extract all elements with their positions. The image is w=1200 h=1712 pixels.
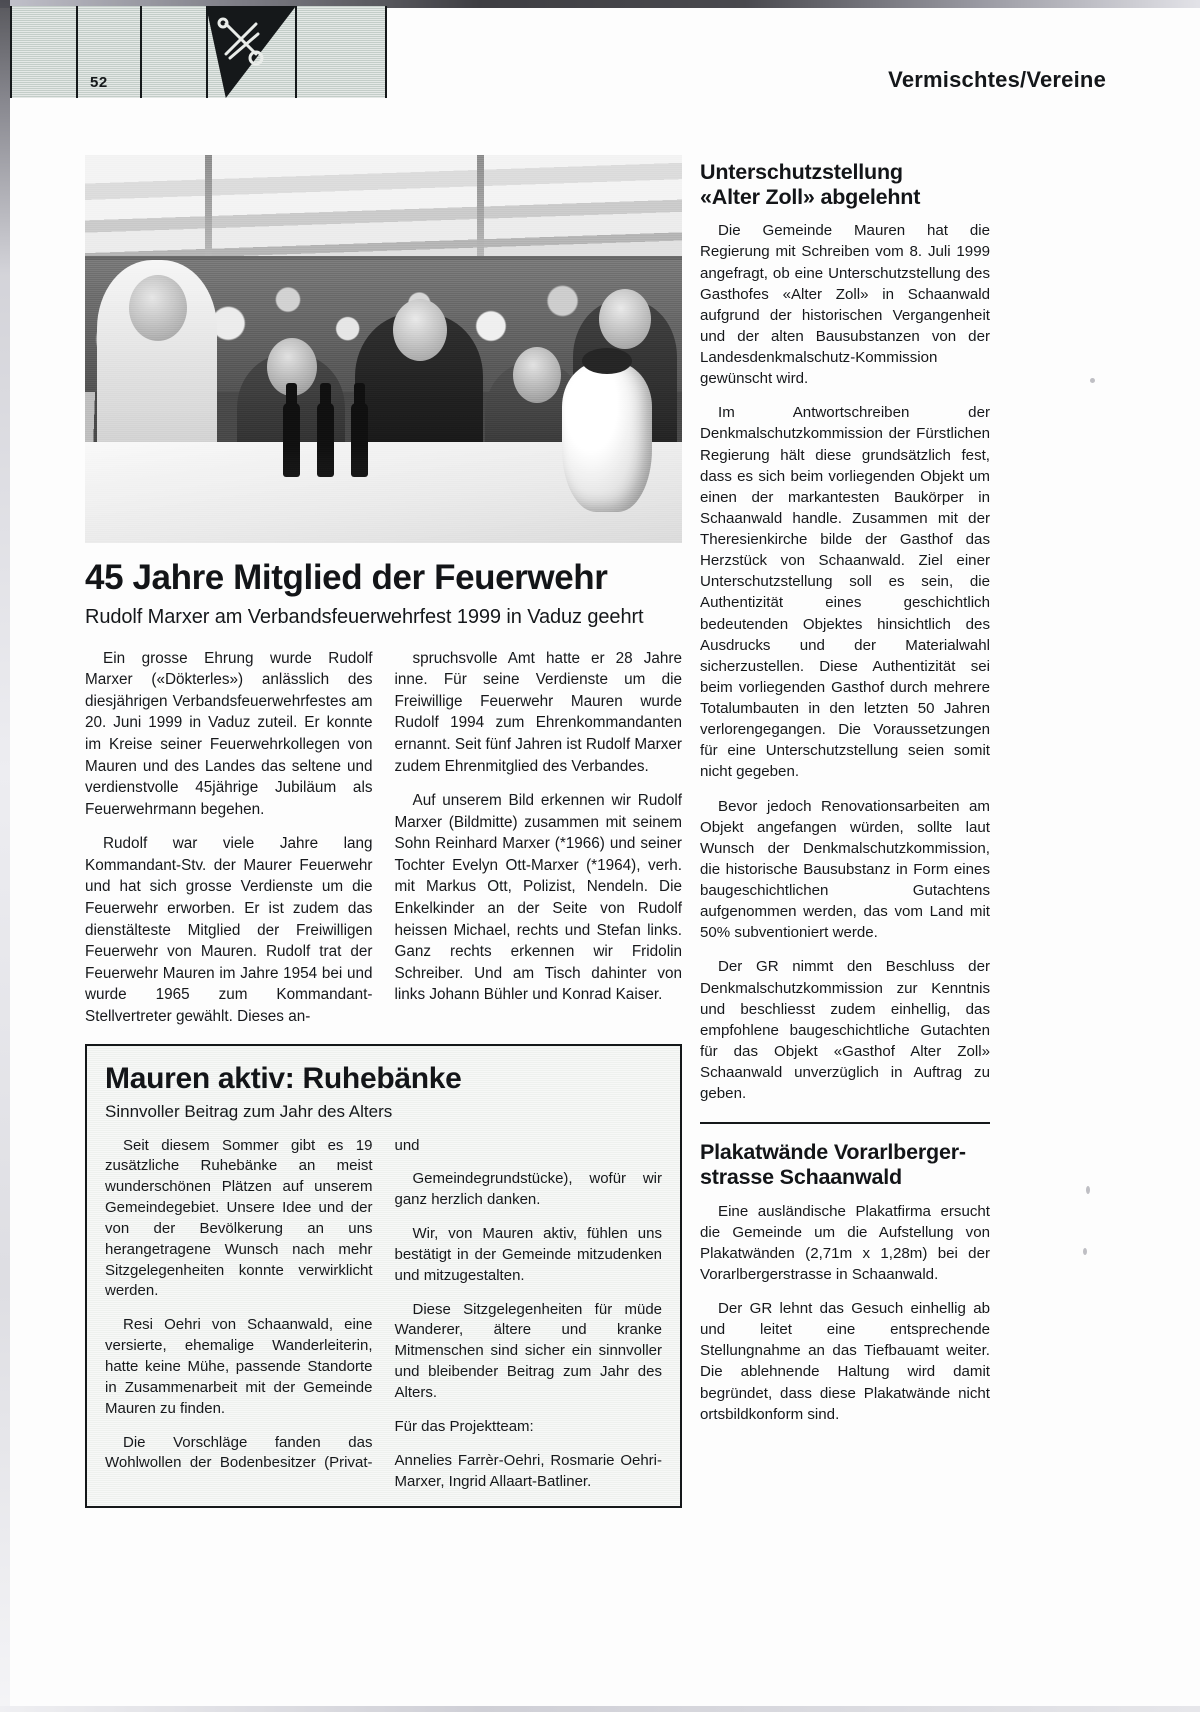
- sidebar-article-two-heading-line2: strasse Schaanwald: [700, 1165, 902, 1190]
- feature-body: [85, 648, 682, 1030]
- masthead-rule: [140, 6, 142, 98]
- scan-speck: [1083, 1248, 1087, 1255]
- boxed-article-subtitle: Sinnvoller Beitrag zum Jahr des Alters: [105, 1101, 393, 1121]
- feature-paragraph: spruchsvolle Amt hatte er 28 Jahre inne. Für seine Verdienste um die Freiwillige Feuerwehr Mauren wurde Rudolf 1994 zum Ehrenkommandanten ernannt. Seit fünf Jahren ist Rudolf Marxer zudem Ehrenmitglied des Verbandes.: [394, 649, 682, 775]
- page-number: 52: [90, 74, 108, 91]
- feature-paragraph: Ein grosse Ehrung wurde Rudolf Marxer («Dökterles») anlässlich des diesjährigen Verbandsfeuerwehrfestes am 20. Juni 1999 in Vaduz zuteil. Er konnte im Kreise seiner Feuerwehrkollegen von Mauren und des Landes das seltene und verdienstvolle 45jährige Jubiläum als Feuerwehrmann begehen.: [85, 649, 373, 818]
- sidebar-paragraph: Der GR lehnt das Gesuch einhellig ab und leitet eine entsprechende Stellungnahme an das Tiefbauamt weiter. Die ablehnende Haltung wird damit begründet, dass diese Plakatwände nicht ortsbildkonform sind.: [700, 1300, 990, 1423]
- sidebar-paragraph: Die Gemeinde Mauren hat die Regierung mit Schreiben vom 8. Juli 1999 angefragt, ob eine Unterschutzstellung des Gasthofes «Alter Zoll» in Schaanwald aufgrund der historischen Vergangenheit und der alten Bausubstanzen von der Landesdenkmalschutz-Kommission gewünscht wird.: [700, 222, 990, 388]
- feature-subheadline: Rudolf Marxer am Verbandsfeuerwehrfest 1999 in Vaduz geehrt: [85, 605, 644, 628]
- sidebar-paragraph: Der GR nimmt den Beschluss der Denkmalschutzkommission zur Kenntnis und beschliesst zudem einhellig, das empfohlene baugeschichtliche Gutachten für das Objekt «Gasthof Alter Zoll» Schaanwald unverzüglich in Auftrag zu geben.: [700, 958, 990, 1103]
- boxed-article-paragraph: Gemeindegrundstücke), wofür wir ganz herzlich danken.: [394, 1170, 662, 1209]
- boxed-article-paragraph: Seit diesem Sommer gibt es 19 zusätzliche Ruhebänke an meist wunderschönen Plätzen auf unserem Gemeindegebiet. Unsere Idee und der von der Bevölkerung an uns herangetragene Wunsch nach mehr Sitzgelegenheiten konnte verwirklicht werden.: [105, 1136, 373, 1300]
- boxed-article-paragraph: Diese Sitzgelegenheiten für müde Wanderer, ältere und kranke Mitmenschen sind sicher ein sinnvoller und bleibender Beitrag zum Jahr des Alters.: [394, 1300, 662, 1402]
- masthead-rule: [385, 6, 387, 98]
- boxed-article-body: [105, 1136, 662, 1493]
- sidebar-paragraph: Bevor jedoch Renovationsarbeiten am Objekt angefangen würden, sollte laut Wunsch der Denkmalschutzkommission, die historische Bausubstanz in Form eines baugeschichtlichen Gutachtens aufgenommen werden, das vom Land mit 50% subventioniert werde.: [700, 797, 990, 942]
- sidebar-article-one-heading-line1: Unterschutzstellung: [700, 160, 903, 184]
- photo-halftone-grain: [85, 155, 682, 543]
- sidebar-divider: [700, 1122, 990, 1124]
- scan-speck: [1086, 1186, 1090, 1194]
- boxed-article-paragraph: Wir, von Mauren aktiv, fühlen uns bestätigt in der Gemeinde mitzudenken und mitzugestalten.: [394, 1225, 662, 1284]
- scissors-compass-icon: [206, 6, 296, 98]
- masthead-band: [10, 6, 387, 98]
- main-column: [85, 155, 682, 1508]
- section-title: Vermischtes/Vereine: [888, 67, 1106, 92]
- masthead-rule: [10, 6, 12, 98]
- feature-photo: [85, 155, 682, 543]
- boxed-article-signoff-label: Für das Projektteam:: [394, 1417, 534, 1435]
- boxed-article: [85, 1044, 682, 1509]
- sidebar-article-one-heading-line2: «Alter Zoll» abgelehnt: [700, 185, 921, 210]
- feature-paragraph: Auf unserem Bild erkennen wir Rudolf Marxer (Bildmitte) zusammen mit seinem Sohn Reinhard Marxer (*1966) und seiner Tochter Evelyn Ott-Marxer (*1964), verh. mit Markus Ott, Polizist, Nendeln. Die Enkelkinder an der Seite von Rudolf heissen Michael, rechts und Stefan links. Ganz rechts erkennen wir Fridolin Schreiber. Und am Tisch dahinter von links Johann Bühler und Konrad Kaiser.: [394, 792, 682, 1004]
- scan-speck: [1090, 378, 1095, 383]
- sidebar-column: [700, 160, 990, 1438]
- feature-headline: 45 Jahre Mitglied der Feuerwehr: [85, 558, 608, 597]
- feature-paragraph: Rudolf war viele Jahre lang Kommandant-Stv. der Maurer Feuerwehr und hat sich grosse Verdienste um die Feuerwehr erworben. Er ist zudem das dienstälteste Mitglied der Freiwilligen Feuerwehr von Mauren. Rudolf trat der Feuerwehr Mauren im Jahre 1954 bei und wurde 1965 zum Kommandant-Stellvertreter gewählt. Dieses an-: [85, 835, 373, 1025]
- masthead: [10, 6, 387, 98]
- sidebar-article-two-heading: [700, 1140, 990, 1190]
- boxed-article-signatories: Annelies Farrèr-Oehri, Rosmarie Oehri-Marxer, Ingrid Allaart-Batliner.: [394, 1451, 662, 1490]
- boxed-article-paragraph: Die Vorschläge fanden das Wohlwollen der Bodenbesitzer (Privat- und: [105, 1136, 420, 1472]
- sidebar-paragraph: Im Antwortschreiben der Denkmalschutzkommission der Fürstlichen Regierung hält diese grundsätzlich fest, dass es sich beim vorliegenden Objekt um einen der markantesten Baukörper in Schaanwald handle. Zusammen mit der Theresienkirche bilde der Gasthof das Herzstück von Schaanwald. Ziel einer Unterschutzstellung soll es sein, die Authentizität eines geschichtlich bedeutenden Objektes hinsichtlich des Ausdrucks und der Materialwahl sicherzustellen. Diese Authentizität sei beim vorliegenden Gasthof durch mehrere Totalumbauten in den letzten 50 Jahren verlorengegangen. Die Voraussetzungen für eine Unterschutzstellung seien somit nicht gegeben.: [700, 404, 990, 781]
- sidebar-article-one-heading: [700, 160, 990, 210]
- boxed-article-title: Mauren aktiv: Ruhebänke: [105, 1061, 462, 1095]
- scan-edge-bottom: [0, 1706, 1200, 1712]
- boxed-article-paragraph: Resi Oehri von Schaanwald, eine versierte, ehemalige Wanderleiterin, hatte keine Mühe, passende Standorte in Zusammenarbeit mit der Gemeinde Mauren zu finden.: [105, 1316, 373, 1417]
- sidebar-paragraph: Eine ausländische Plakatfirma ersucht die Gemeinde um die Aufstellung von Plakatwänden (2,71m x 1,28m) bei der Vorarlbergerstrasse in Schaanwald.: [700, 1202, 990, 1283]
- scan-edge-left: [0, 0, 10, 1712]
- sidebar-article-two-heading-line1: Plakatwände Vorarlberger-: [700, 1140, 966, 1165]
- masthead-rule: [76, 6, 78, 98]
